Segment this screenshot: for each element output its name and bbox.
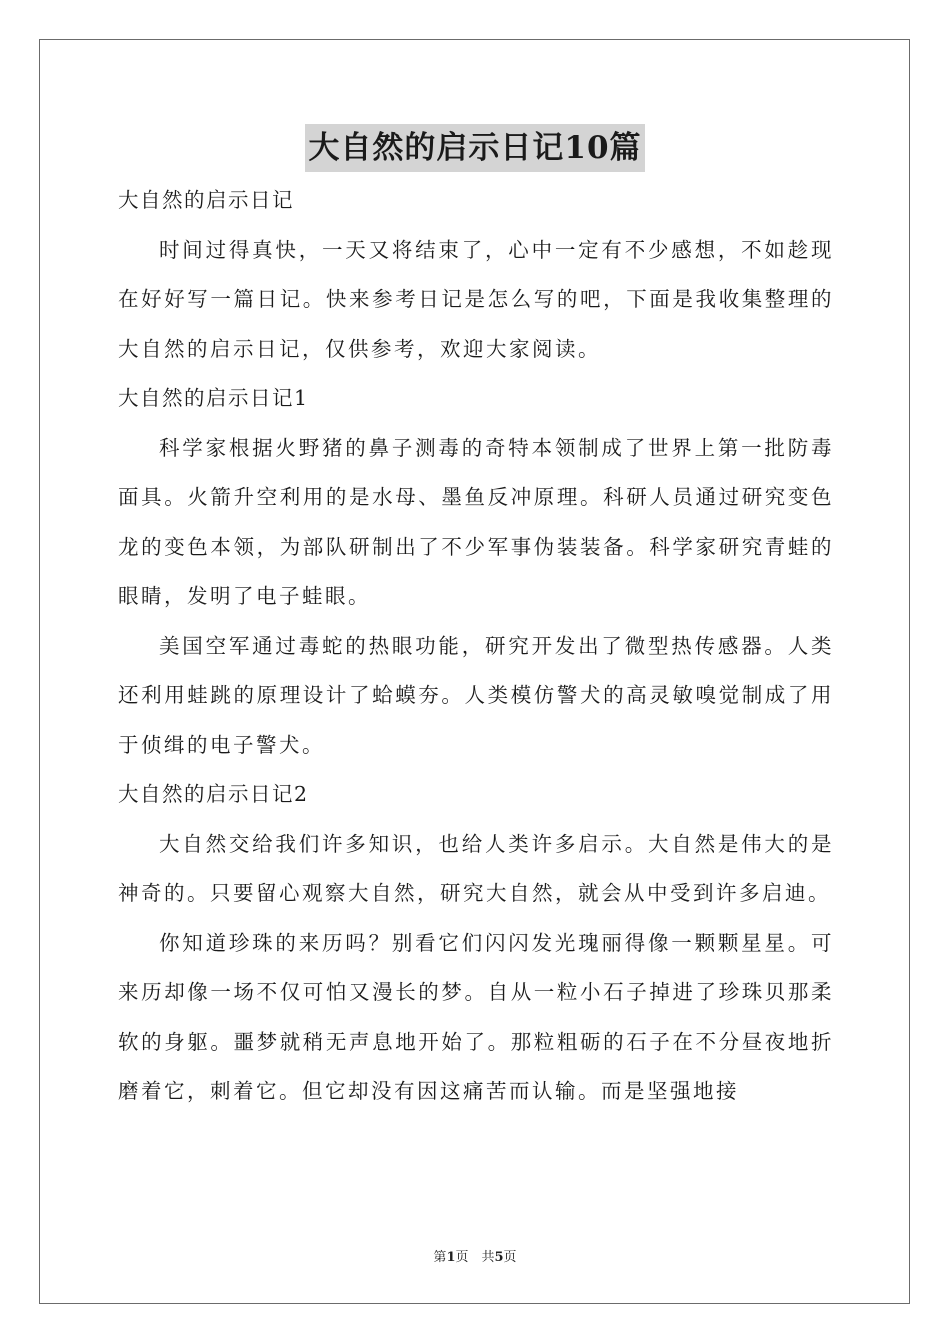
page-footer bbox=[0, 1246, 950, 1265]
total-page-count: 5 bbox=[494, 1250, 504, 1265]
paragraph: 你知道珍珠的来历吗？别看它们闪闪发光瑰丽得像一颗颗星星。可来历却像一场不仅可怕又漫长的梦。自从一粒小石子掉进了珍珠贝那柔软的身躯。噩梦就稍无声息地开始了。那粒粗砺的石子在不分昼夜地折磨着它，刺着它。但它却没有因这痛苦而认输。而是坚强地接 bbox=[118, 930, 834, 1103]
document-title-container bbox=[0, 124, 950, 172]
footer-suffix: 页 bbox=[503, 1250, 517, 1265]
paragraph: 科学家根据火野猪的鼻子测毒的奇特本领制成了世界上第一批防毒面具。火箭升空利用的是水母、墨鱼反冲原理。科研人员通过研究变色龙的变色本领，为部队研制出了不少军事伪装装备。科学家研究青蛙的眼睛，发明了电子蛙眼。 bbox=[118, 435, 834, 608]
document-body bbox=[118, 176, 834, 1117]
footer-mid: 页 共 bbox=[455, 1250, 495, 1265]
paragraph: 时间过得真快，一天又将结束了，心中一定有不少感想，不如趁现在好好写一篇日记。快来参考日记是怎么写的吧，下面是我收集整理的大自然的启示日记，仅供参考，欢迎大家阅读。 bbox=[118, 237, 834, 361]
footer-prefix: 第 bbox=[433, 1250, 447, 1265]
current-page-number: 1 bbox=[446, 1250, 456, 1265]
document-title: 大自然的启示日记10篇 bbox=[305, 124, 644, 172]
paragraph: 大自然交给我们许多知识，也给人类许多启示。大自然是伟大的是神奇的。只要留心观察大自然，研究大自然，就会从中受到许多启迪。 bbox=[118, 831, 834, 905]
paragraph: 美国空军通过毒蛇的热眼功能，研究开发出了微型热传感器。人类还利用蛙跳的原理设计了蛤蟆夯。人类模仿警犬的高灵敏嗅觉制成了用于侦缉的电子警犬。 bbox=[118, 633, 834, 757]
section-heading: 大自然的启示日记 bbox=[118, 188, 294, 212]
section-heading: 大自然的启示日记1 bbox=[118, 386, 309, 410]
section-heading: 大自然的启示日记2 bbox=[118, 782, 309, 806]
